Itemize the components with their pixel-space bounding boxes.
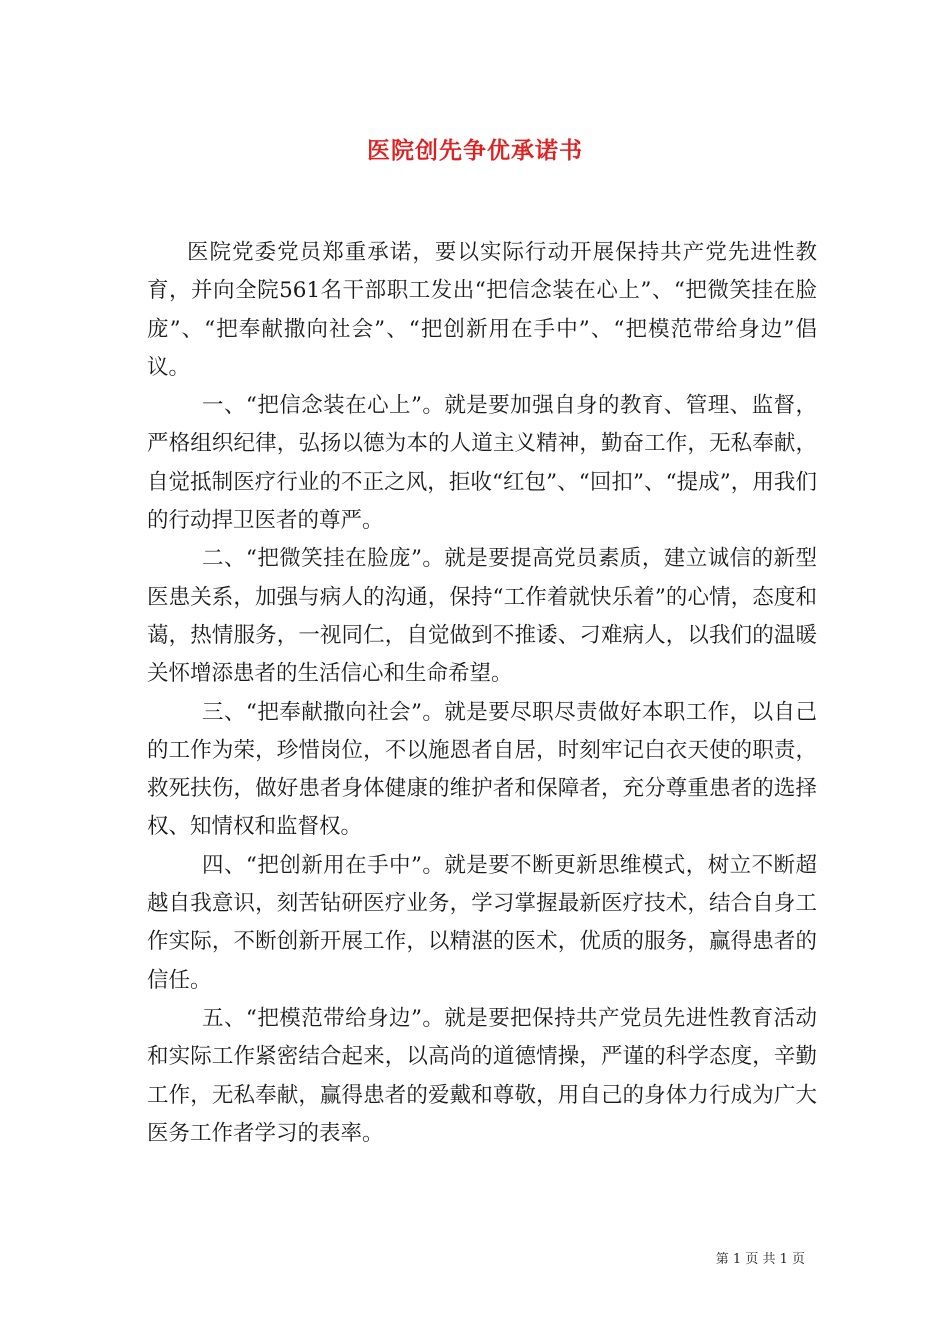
section-four-paragraph: 四、“把创新用在手中”。就是要不断更新思维模式，树立不断超越自我意识，刻苦钻研医疗业务，学习掌握最新医疗技术，结合自身工作实际，不断创新开展工作，以精湛的医术，优质的服务，赢得患者的信任。: [147, 852, 817, 993]
document-title: 医院创先争优承诺书: [367, 137, 583, 164]
section-three-paragraph: 三、“把奉献撒向社会”。就是要尽职尽责做好本职工作，以自己的工作为荣，珍惜岗位，不以施恩者自居，时刻牢记白衣天使的职责，救死扶伤，做好患者身体健康的维护者和保障者，充分尊重患者的选择权、知情权和监督权。: [147, 699, 817, 840]
section-two-paragraph: 二、“把微笑挂在脸庞”。就是要提高党员素质，建立诚信的新型医患关系，加强与病人的沟通，保持“工作着就快乐着”的心情，态度和蔼，热情服务，一视同仁，自觉做到不推诿、刁难病人，以我们的温暖关怀增添患者的生活信心和生命希望。: [147, 546, 817, 687]
intro-paragraph: 医院党委党员郑重承诺，要以实际行动开展保持共产党先进性教育，并向全院561名干部职工发出“把信念装在心上”、“把微笑挂在脸庞”、“把奉献撒向社会”、“把创新用在手中”、“把模范带给身边”倡议。: [147, 240, 817, 380]
section-five-paragraph: 五、“把模范带给身边”。就是要把保持共产党员先进性教育活动和实际工作紧密结合起来，以高尚的道德情操，严谨的科学态度，辛勤工作，无私奉献，赢得患者的爱戴和尊敬，用自己的身体力行成为广大医务工作者学习的表率。: [147, 1005, 817, 1146]
document-body: [147, 234, 817, 1153]
page-number-footer: 第 1 页 共 1 页: [715, 1252, 805, 1267]
section-one-paragraph: 一、“把信念装在心上”。就是要加强自身的教育、管理、监督，严格组织纪律，弘扬以德为本的人道主义精神，勤奋工作，无私奉献，自觉抵制医疗行业的不正之风，拒收“红包”、“回扣”、“提成”，用我们的行动捍卫医者的尊严。: [147, 393, 817, 534]
